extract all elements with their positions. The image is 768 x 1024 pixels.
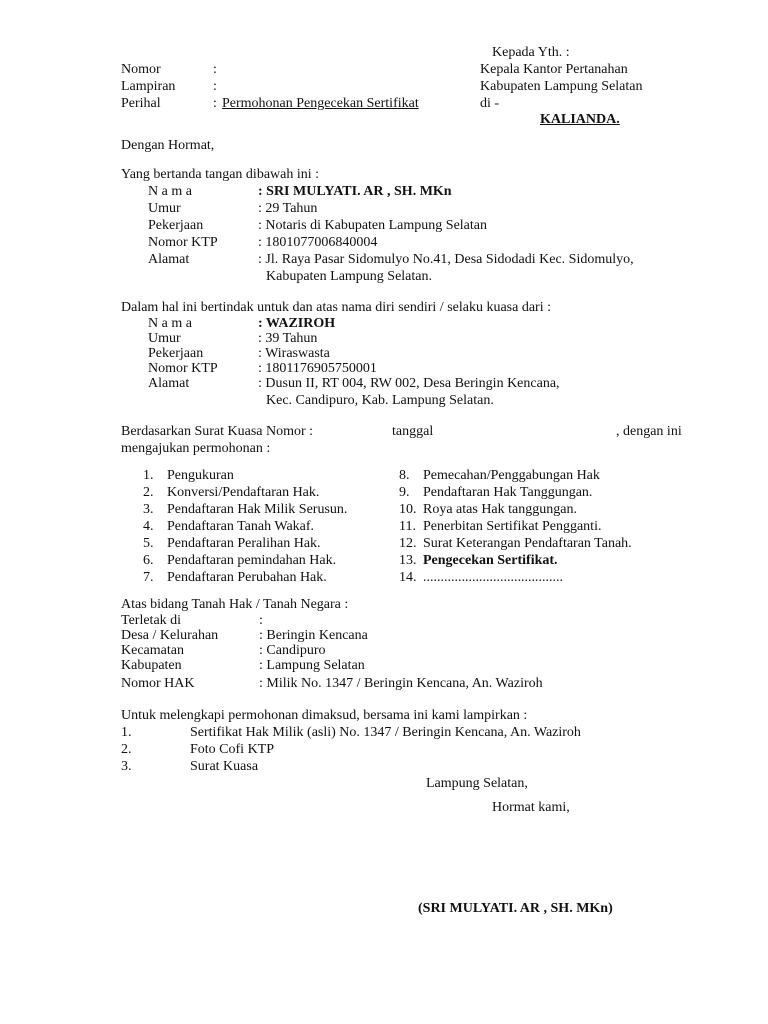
signer-row-ktp [148,234,708,251]
proxy-job-label: Pekerjaan [148,346,204,361]
land-value: : Milik No. 1347 / Beringin Kencana, An. Waziroh [259,676,543,691]
proxy-row-address [148,375,708,392]
signer-name-value: : SRI MULYATI. AR , SH. MKn [258,184,452,199]
option-text: Pemecahan/Penggabungan Hak [423,468,600,483]
proxy-name-value: : WAZIROH [258,316,336,331]
signer-row-job [148,217,708,234]
signer-row-name [148,183,708,200]
signer-intro: Yang bertanda tangan dibawah ini : [121,167,320,182]
option-text-selected: Pengecekan Sertifikat. [423,553,558,568]
basis-part1: Berdasarkan Surat Kuasa Nomor : [121,424,314,439]
land-value: : Beringin Kencana [259,628,368,643]
land-details [121,612,681,689]
recipient-to: Kepada Yth. : [492,45,570,60]
basis-part2: tanggal [392,424,434,439]
list-item [143,501,393,518]
proxy-job-value: : Wiraswasta [258,346,330,361]
proxy-address-label: Alamat [148,376,190,391]
proxy-address-cont: Kec. Candipuro, Kab. Lampung Selatan. [266,393,494,408]
list-item [399,569,699,586]
option-num: 6. [143,553,154,568]
option-num: 10. [399,502,417,517]
perihal-colon: : [213,96,217,111]
proxy-address-value: : Dusun II, RT 004, RW 002, Desa Beringin Kencana, [258,376,560,391]
land-intro: Atas bidang Tanah Hak / Tanah Negara : [121,597,349,612]
land-label: Nomor HAK [121,676,195,691]
signer-row-address-cont [148,268,708,285]
proxy-details [148,315,708,409]
attachment-num: 1. [121,725,132,740]
lampiran-label: Lampiran [121,79,176,94]
land-label: Kabupaten [121,658,182,673]
proxy-name-label: N a m a [148,316,192,331]
option-num: 4. [143,519,154,534]
attachment-text: Surat Kuasa [190,759,259,774]
land-label: Terletak di [121,613,182,628]
proxy-row-name [148,315,708,330]
list-item [399,535,699,552]
proxy-ktp-value: : 1801176905750001 [258,361,377,376]
signer-address-label: Alamat [148,252,190,267]
signer-row-address [148,251,708,268]
signer-ktp-label: Nomor KTP [148,235,218,250]
attachment-text: Sertifikat Hak Milik (asli) No. 1347 / Beringin Kencana, An. Waziroh [190,725,581,740]
list-item [121,741,681,758]
recipient-city: KALIANDA. [540,112,620,127]
signer-name-label: N a m a [148,184,192,199]
basis-line2: mengajukan permohonan : [121,441,271,456]
attachment-text: Foto Cofi KTP [190,742,275,757]
proxy-age-value: : 39 Tahun [258,331,318,346]
proxy-row-age [148,330,708,345]
option-text: Pendaftaran Hak Tanggungan. [423,485,593,500]
closing-regards: Hormat kami, [492,800,570,815]
option-num: 12. [399,536,417,551]
nomor-label: Nomor [121,62,161,77]
list-item [143,552,393,569]
list-item [143,535,393,552]
basis-part3: , dengan ini [616,424,682,439]
option-text: Surat Keterangan Pendaftaran Tanah. [423,536,632,551]
land-value: : Candipuro [259,643,326,658]
signer-job-value: : Notaris di Kabupaten Lampung Selatan [258,218,487,233]
options-left [143,467,393,586]
land-row [121,642,681,657]
option-num: 2. [143,485,154,500]
closing-place: Lampung Selatan, [426,776,528,791]
option-text: Pendaftaran Hak Milik Serusun. [167,502,348,517]
land-value: : Lampung Selatan [259,658,365,673]
options-right [399,467,699,586]
lampiran-colon: : [213,79,217,94]
proxy-row-address-cont [148,392,708,409]
option-num: 9. [399,485,410,500]
proxy-row-ktp [148,360,708,375]
signer-address-value: : Jl. Raya Pasar Sidomulyo No.41, Desa Sidodadi Kec. Sidomulyo, [258,252,634,267]
list-item [399,501,699,518]
proxy-age-label: Umur [148,331,181,346]
signer-age-label: Umur [148,201,181,216]
option-text: Roya atas Hak tanggungan. [423,502,577,517]
list-item [143,518,393,535]
option-num: 8. [399,468,410,483]
option-text: Pengukuran [167,468,234,483]
proxy-ktp-label: Nomor KTP [148,361,218,376]
attach-intro: Untuk melengkapi permohonan dimaksud, bersama ini kami lampirkan : [121,708,528,723]
option-num: 11. [399,519,416,534]
option-text: Penerbitan Sertifikat Pengganti. [423,519,602,534]
list-item [143,467,393,484]
option-text: Pendaftaran pemindahan Hak. [167,553,337,568]
signature-name: (SRI MULYATI. AR , SH. MKn) [418,901,613,916]
signer-row-age [148,200,708,217]
signer-age-value: : 29 Tahun [258,201,318,216]
perihal-label: Perihal [121,96,161,111]
option-text: Pendaftaran Tanah Wakaf. [167,519,315,534]
signer-job-label: Pekerjaan [148,218,204,233]
list-item [399,518,699,535]
option-num: 14. [399,570,417,585]
option-text: Konversi/Pendaftaran Hak. [167,485,320,500]
land-row [121,627,681,642]
recipient-line3: di - [480,96,500,111]
option-num: 7. [143,570,154,585]
list-item [399,552,699,569]
attachments [121,724,681,775]
greeting: Dengan Hormat, [121,138,215,153]
list-item [143,569,393,586]
recipient-line1: Kepala Kantor Pertanahan [480,62,628,77]
signer-address-cont: Kabupaten Lampung Selatan. [266,269,433,284]
list-item [399,484,699,501]
land-value: : [259,613,263,628]
option-num: 3. [143,502,154,517]
perihal-value: Permohonan Pengecekan Sertifikat [222,96,419,111]
proxy-intro: Dalam hal ini bertindak untuk dan atas nama diri sendiri / selaku kuasa dari : [121,300,551,315]
land-label: Desa / Kelurahan [121,628,219,643]
option-num: 1. [143,468,154,483]
nomor-colon: : [213,62,217,77]
list-item [121,724,681,741]
proxy-row-job [148,345,708,360]
recipient-line2: Kabupaten Lampung Selatan [480,79,643,94]
attachment-num: 3. [121,759,132,774]
option-num: 5. [143,536,154,551]
option-text: ........................................ [423,570,563,585]
land-row [121,675,681,692]
signer-ktp-value: : 1801077006840004 [258,235,378,250]
land-row [121,612,681,627]
land-label: Kecamatan [121,643,184,658]
list-item [143,484,393,501]
signer-details [148,183,708,285]
option-text: Pendaftaran Perubahan Hak. [167,570,327,585]
option-num: 13. [399,553,417,568]
list-item [121,758,681,775]
attachment-num: 2. [121,742,132,757]
option-text: Pendaftaran Peralihan Hak. [167,536,321,551]
land-row [121,657,681,672]
list-item [399,467,699,484]
